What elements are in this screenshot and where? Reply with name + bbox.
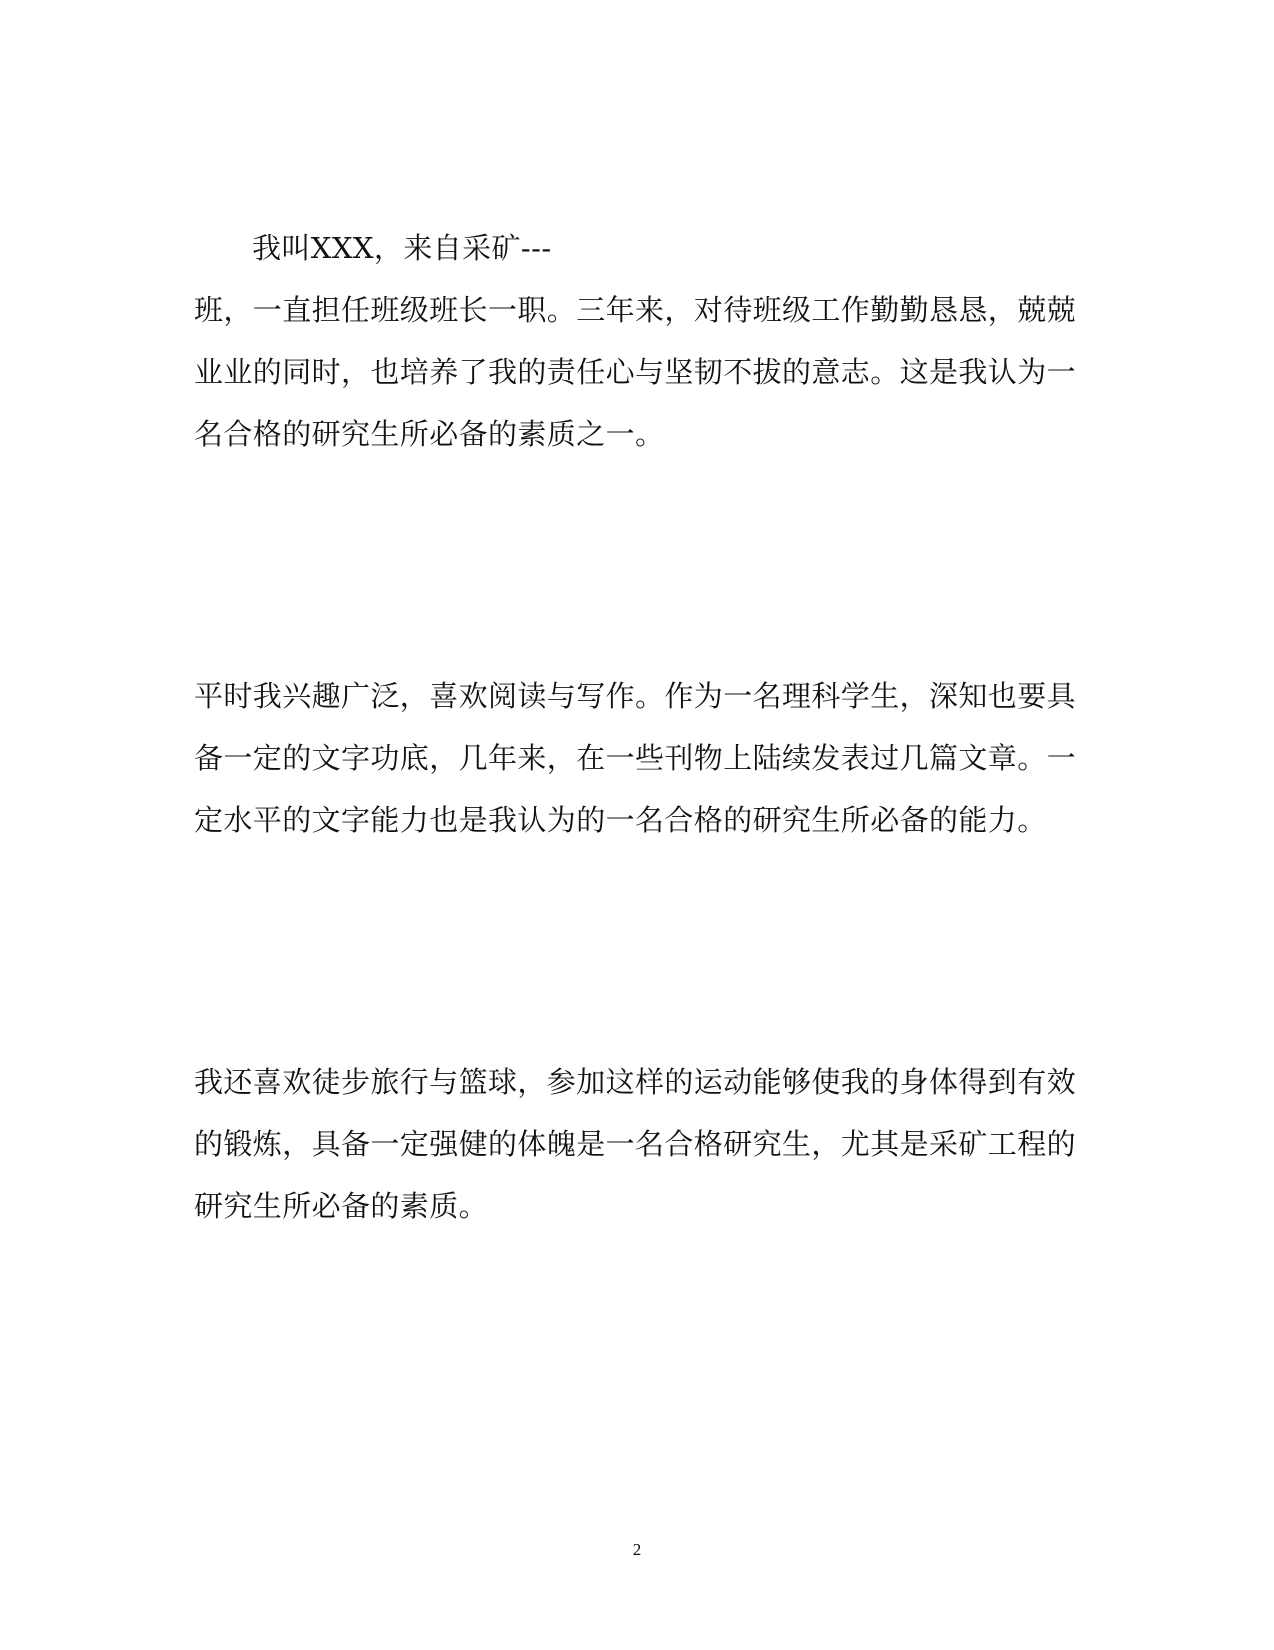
text-line: 研究生所必备的素质。 <box>194 1189 489 1223</box>
text-line: 定水平的文字能力也是我认为的一名合格的研究生所必备的能力。 <box>194 803 1047 837</box>
text-line: 备一定的文字功底，几年来，在一些刊物上陆续发表过几篇文章。一 <box>194 741 1077 775</box>
text-line: 的锻炼，具备一定强健的体魄是一名合格研究生，尤其是采矿工程的 <box>194 1127 1077 1161</box>
text-line: 我叫XXX，来自采矿--- <box>252 231 552 265</box>
text-line: 我还喜欢徒步旅行与篮球，参加这样的运动能够使我的身体得到有效 <box>194 1065 1077 1099</box>
text-line: 平时我兴趣广泛，喜欢阅读与写作。作为一名理科学生，深知也要具 <box>194 679 1077 713</box>
text-line: 业业的同时，也培养了我的责任心与坚韧不拔的意志。这是我认为一 <box>194 355 1077 389</box>
text-line: 名合格的研究生所必备的素质之一。 <box>194 417 665 451</box>
text-line: 班，一直担任班级班长一职。三年来，对待班级工作勤勤恳恳，兢兢 <box>194 293 1077 327</box>
page-number: 2 <box>632 1540 642 1559</box>
